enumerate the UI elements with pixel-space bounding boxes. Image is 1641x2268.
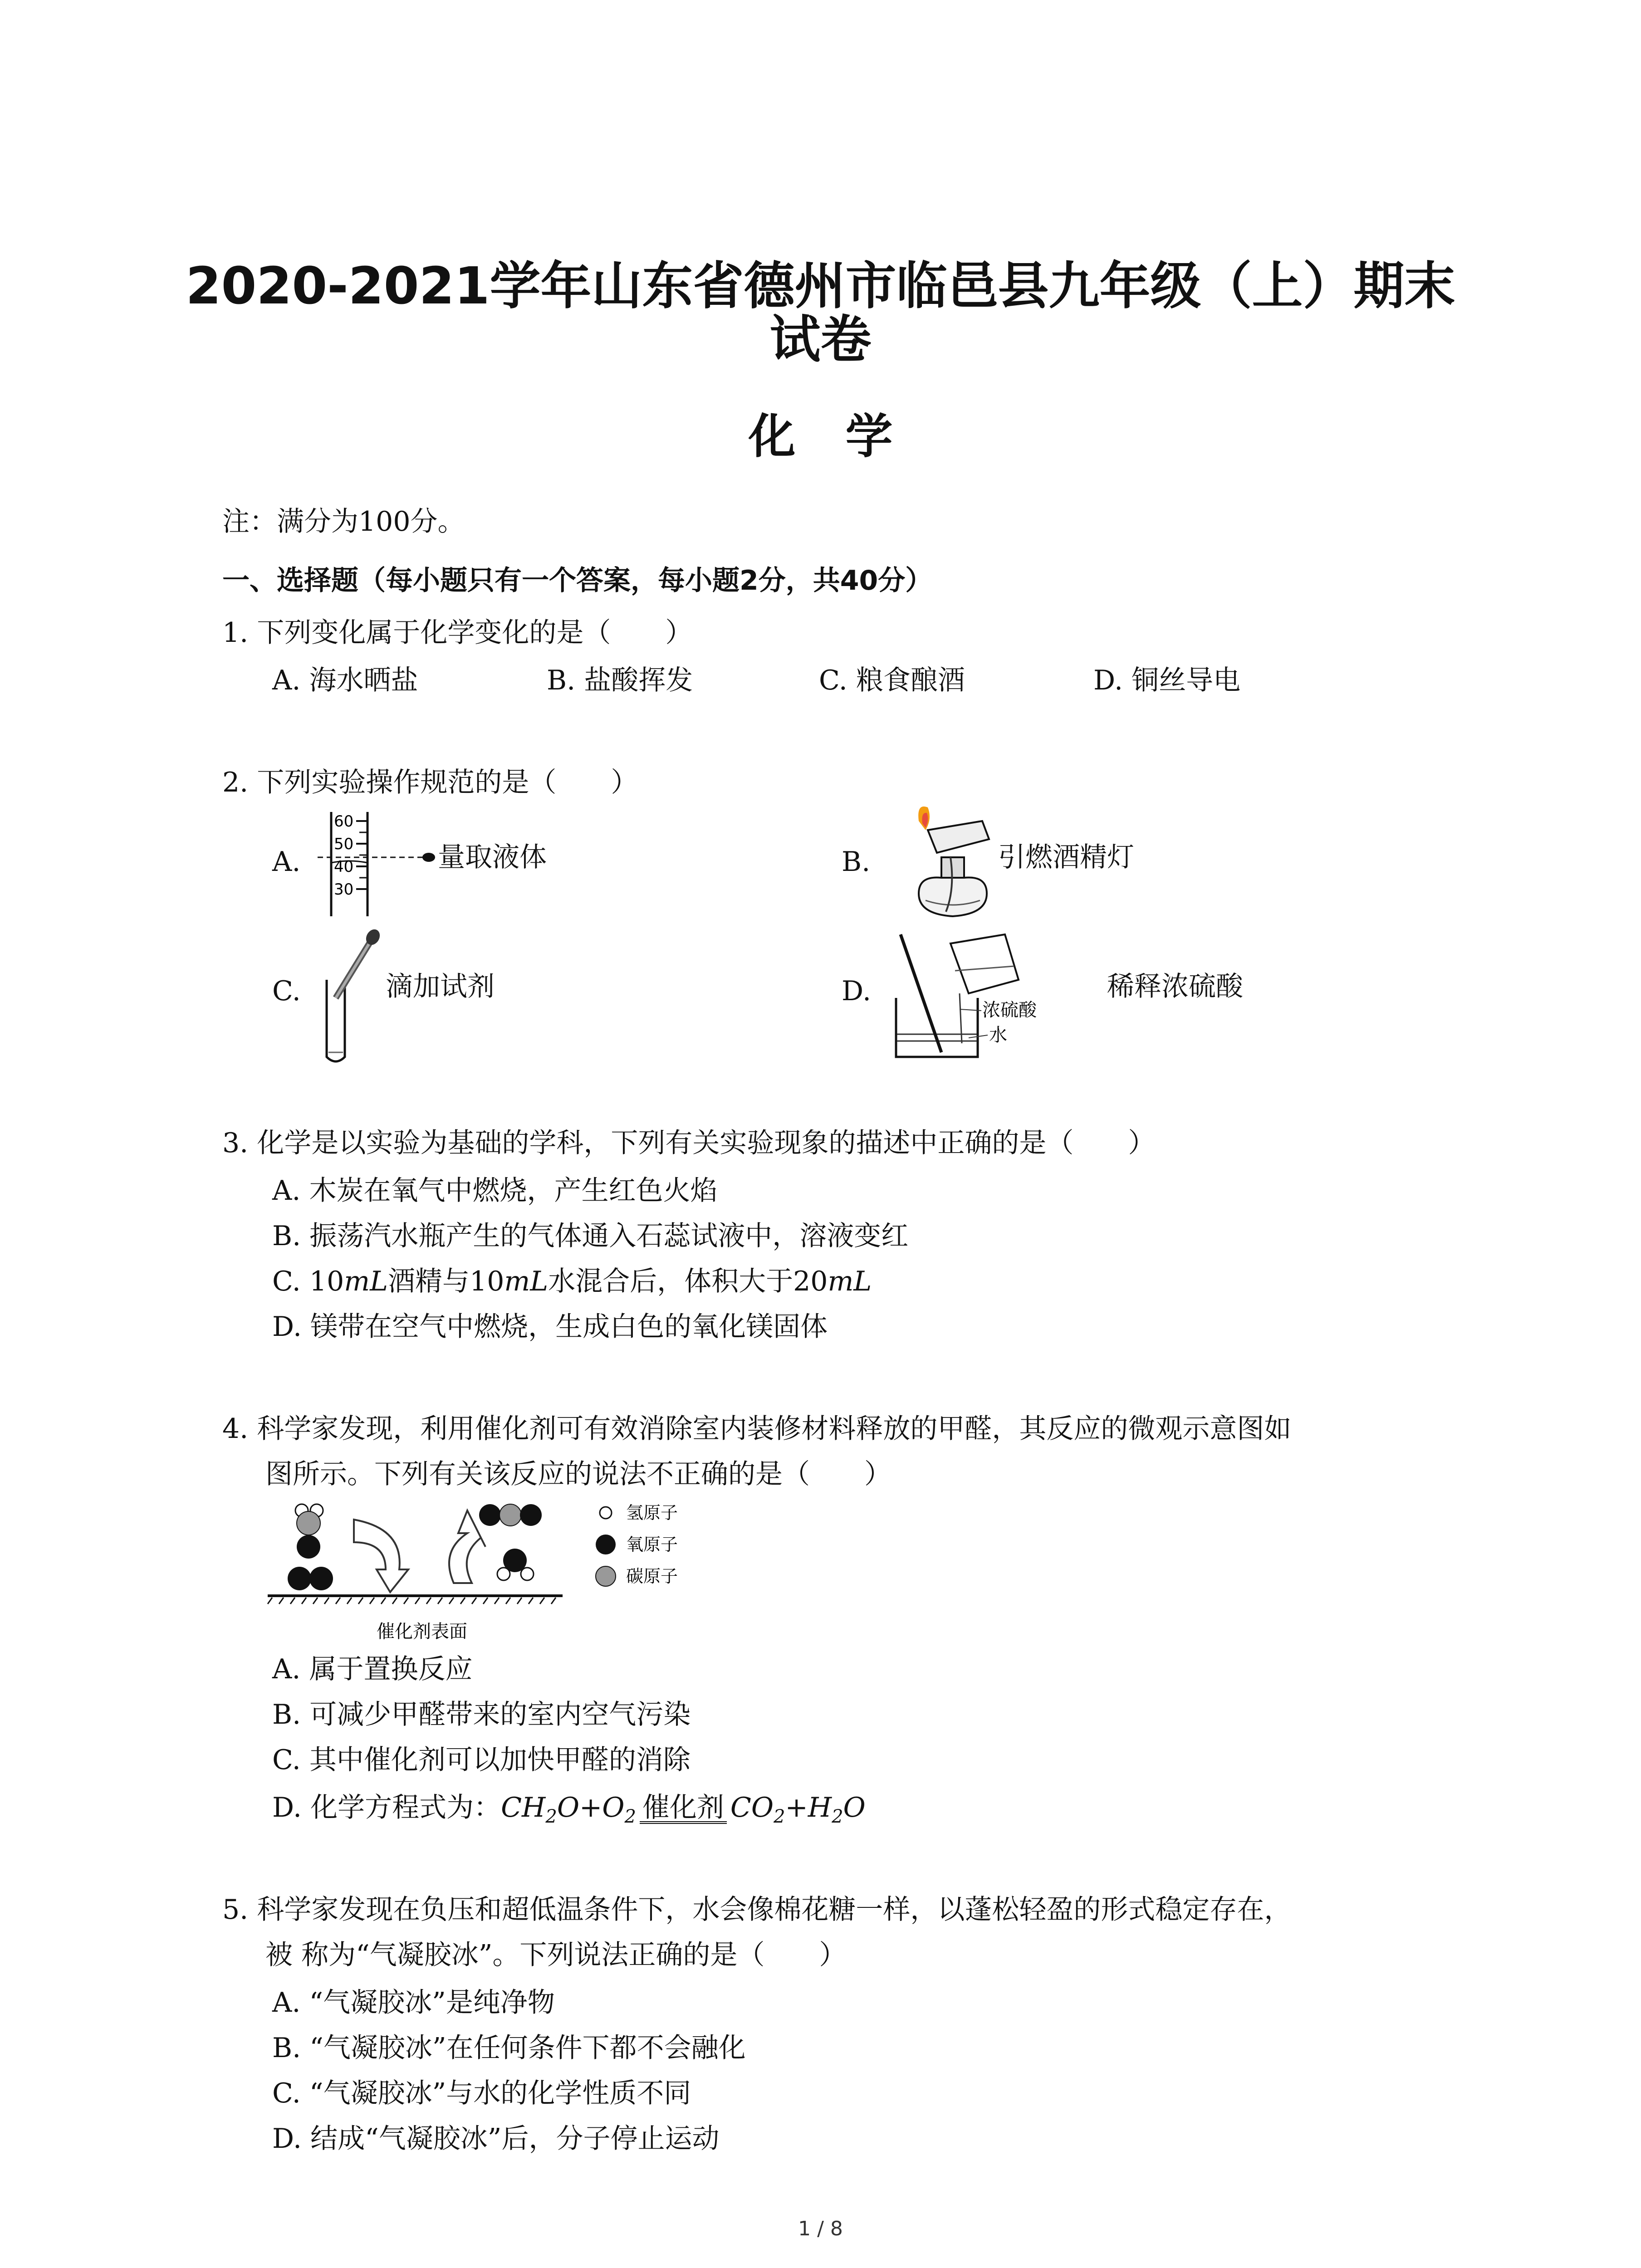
q2-option-d-label: 稀释浓硫酸 bbox=[1107, 971, 1243, 1002]
cylinder-tick-label: 60 bbox=[334, 812, 354, 831]
subject-heading: 化学 bbox=[748, 409, 943, 464]
q4-stem-line1: 4. 科学家发现，利用催化剂可有效消除室内装修材料释放的甲醛，其反应的微观示意图如 bbox=[222, 1413, 1292, 1445]
q5-option-d: D. 结成“气凝胶冰”后，分子停止运动 bbox=[272, 2123, 720, 2155]
q4-option-a: A. 属于置换反应 bbox=[272, 1653, 473, 1685]
q2-option-c-label: 滴加试剂 bbox=[386, 971, 495, 1002]
q5-option-a: A. “气凝胶冰”是纯净物 bbox=[272, 1987, 555, 2019]
legend-oxygen: 氧原子 bbox=[626, 1535, 678, 1554]
q1-option-d: D. 铜丝导电 bbox=[1093, 665, 1241, 696]
score-note: 注：满分为100分。 bbox=[222, 506, 465, 538]
q4-option-d: D. 化学方程式为：$CH_2O+O_2$ 催化剂 $CO_2+H_2O$ bbox=[272, 1792, 866, 1827]
q2-stem: 2. 下列实验操作规范的是（ ） bbox=[222, 767, 638, 798]
q2-option-b-letter: B. bbox=[842, 846, 871, 878]
cylinder-tick-label: 50 bbox=[334, 835, 354, 853]
exam-title-line2: 试卷 bbox=[769, 310, 872, 369]
q3-stem: 3. 化学是以实验为基础的学科，下列有关实验现象的描述中正确的是（ ） bbox=[222, 1127, 1156, 1159]
graduated-cylinder-figure bbox=[318, 812, 436, 916]
q4-stem-line2: 图所示。下列有关该反应的说法不正确的是（ ） bbox=[265, 1458, 892, 1490]
water-label: 水 bbox=[989, 1025, 1007, 1046]
page-number: 1 / 8 bbox=[798, 2217, 843, 2240]
q2-option-b-label: 引燃酒精灯 bbox=[998, 841, 1134, 873]
legend-carbon: 碳原子 bbox=[626, 1566, 678, 1586]
alcohol-lamp-figure bbox=[892, 803, 996, 925]
acid-label: 浓硫酸 bbox=[982, 1000, 1037, 1021]
q2-option-d-letter: D. bbox=[842, 975, 872, 1007]
catalyst-condition: 催化剂 bbox=[640, 1794, 727, 1824]
catalyst-surface-label: 催化剂表面 bbox=[377, 1621, 467, 1642]
q5-option-c: C. “气凝胶冰”与水的化学性质不同 bbox=[272, 2077, 691, 2109]
q4-option-c: C. 其中催化剂可以加快甲醛的消除 bbox=[272, 1744, 691, 1776]
q3-option-d: D. 镁带在空气中燃烧，生成白色的氧化镁固体 bbox=[272, 1311, 828, 1343]
exam-title-line1: 2020-2021学年山东省德州市临邑县九年级（上）期末 bbox=[186, 257, 1455, 316]
q2-option-c-letter: C. bbox=[272, 975, 301, 1007]
q3-option-b: B. 振荡汽水瓶产生的气体通入石蕊试液中，溶液变红 bbox=[272, 1220, 909, 1252]
q3-option-c: C. 10mL酒精与10mL水混合后，体积大于20mL bbox=[272, 1266, 872, 1297]
q1-stem: 1. 下列变化属于化学变化的是（ ） bbox=[222, 617, 693, 649]
cylinder-tick-label: 40 bbox=[334, 858, 354, 876]
q5-option-b: B. “气凝胶冰”在任何条件下都不会融化 bbox=[272, 2032, 746, 2064]
dilute-acid-figure bbox=[887, 930, 1037, 1070]
q5-stem-line2: 被 称为“气凝胶冰”。下列说法正确的是（ ） bbox=[265, 1939, 847, 1971]
q1-option-b: B. 盐酸挥发 bbox=[547, 665, 693, 696]
q4-option-b: B. 可减少甲醛带来的室内空气污染 bbox=[272, 1699, 691, 1730]
dropper-test-tube-figure bbox=[318, 930, 381, 1066]
q1-option-c: C. 粮食酿酒 bbox=[819, 665, 965, 696]
section-heading: 一、选择题（每小题只有一个答案，每小题2分，共40分） bbox=[222, 565, 933, 596]
reaction-micro-diagram bbox=[268, 1501, 721, 1656]
q3-option-a: A. 木炭在氧气中燃烧，产生红色火焰 bbox=[272, 1175, 718, 1207]
q2-option-a-letter: A. bbox=[272, 846, 301, 878]
legend-hydrogen: 氢原子 bbox=[626, 1503, 678, 1523]
cylinder-tick-label: 30 bbox=[334, 880, 354, 899]
q2-option-a-label: 量取液体 bbox=[438, 841, 547, 873]
q5-stem-line1: 5. 科学家发现在负压和超低温条件下，水会像棉花糖一样，以蓬松轻盈的形式稳定存在， bbox=[222, 1894, 1292, 1926]
q1-option-a: A. 海水晒盐 bbox=[272, 665, 418, 696]
